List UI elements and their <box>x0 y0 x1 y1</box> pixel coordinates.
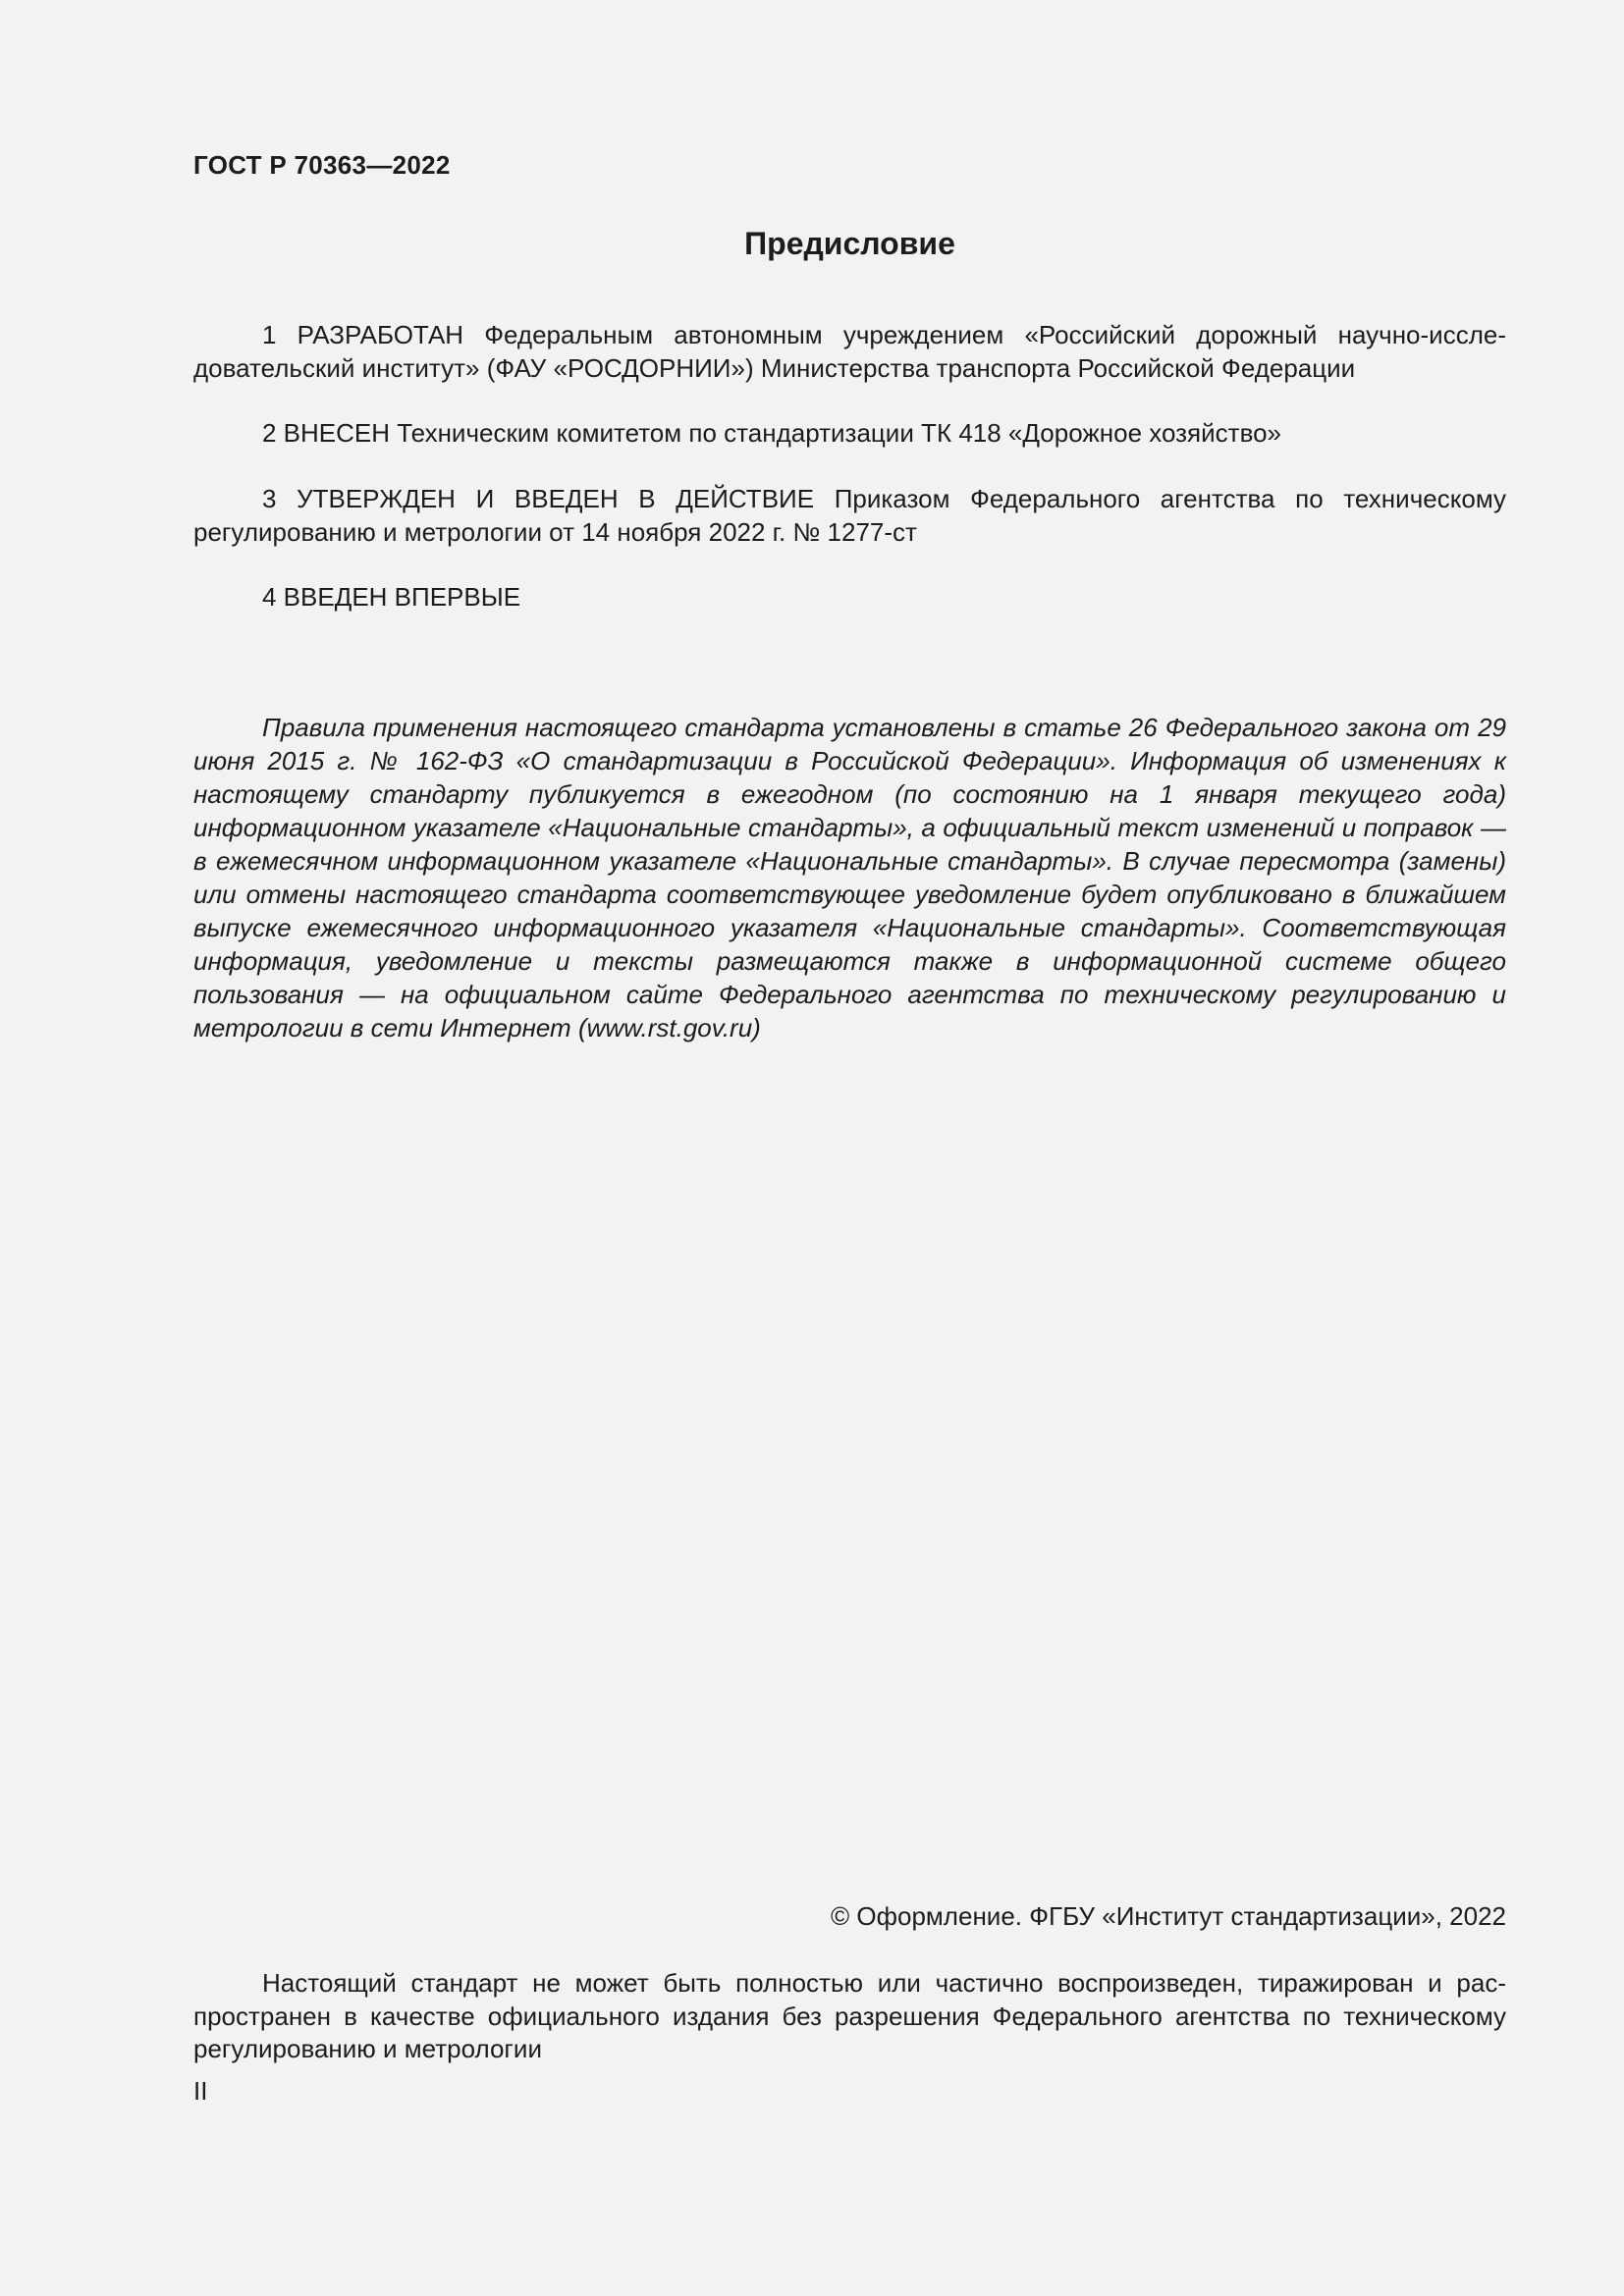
reproduction-rights-notice: Настоящий стандарт не может быть полностью или частично воспроизведен, тиражирован и распространен в качестве официального издания без разрешения Федерального агентства по техническому регулированию и метрологии <box>193 1968 1506 2063</box>
foreword-item-2: 2 ВНЕСЕН Техническим комитетом по стандартизации ТК 418 «Дорожное хозяйство» <box>262 418 1282 448</box>
copyright-line: © Оформление. ФГБУ «Институт стандартизации», 2022 <box>831 1901 1506 1931</box>
foreword-item-3: 3 УТВЕРЖДЕН И ВВЕДЕН В ДЕЙСТВИЕ Приказом Федерального агентства по техническому регулированию и метрологии от 14 ноября 2022 г. № 1277-ст <box>193 484 1506 547</box>
document-page <box>193 0 1506 2296</box>
document-header-id: ГОСТ Р 70363—2022 <box>193 150 451 180</box>
foreword-item-1: 1 РАЗРАБОТАН Федеральным автономным учреждением «Российский дорожный научно-исследовательский институт» (ФАУ «РОСДОРНИИ») Министерства транспорта Российской Федерации <box>193 320 1506 383</box>
application-rules-note: Правила применения настоящего стандарта установлены в статье 26 Федерального закона от 29 июня 2015 г. № 162-ФЗ «О стандартизации в Российской Федерации». Информация об изменениях к настоящему стандарту публикуется в ежегодном (по состоянию на 1 января текущего года) информационном указателе «Национальные стандарты», а официальный текст изменений и поправок — в ежемесячном информационном указателе «Национальные стандарты». В случае пересмотра (замены) или отмены настоящего стандарта соответствующее уведомление будет опубликовано в ближайшем выпуске ежемесячного информационного указателя «Национальные стандарты». Соответствующая информация, уведомление и тексты размещаются также в информационной системе общего пользования — на официальном сайте Федерального агентства по техническому регулированию и метрологии в сети Интернет (www.rst.gov.ru) <box>193 713 1506 1042</box>
page-title: Предисловие <box>744 226 955 261</box>
page-number: II <box>193 2076 208 2106</box>
foreword-item-4: 4 ВВЕДЕН ВПЕРВЫЕ <box>262 582 521 612</box>
